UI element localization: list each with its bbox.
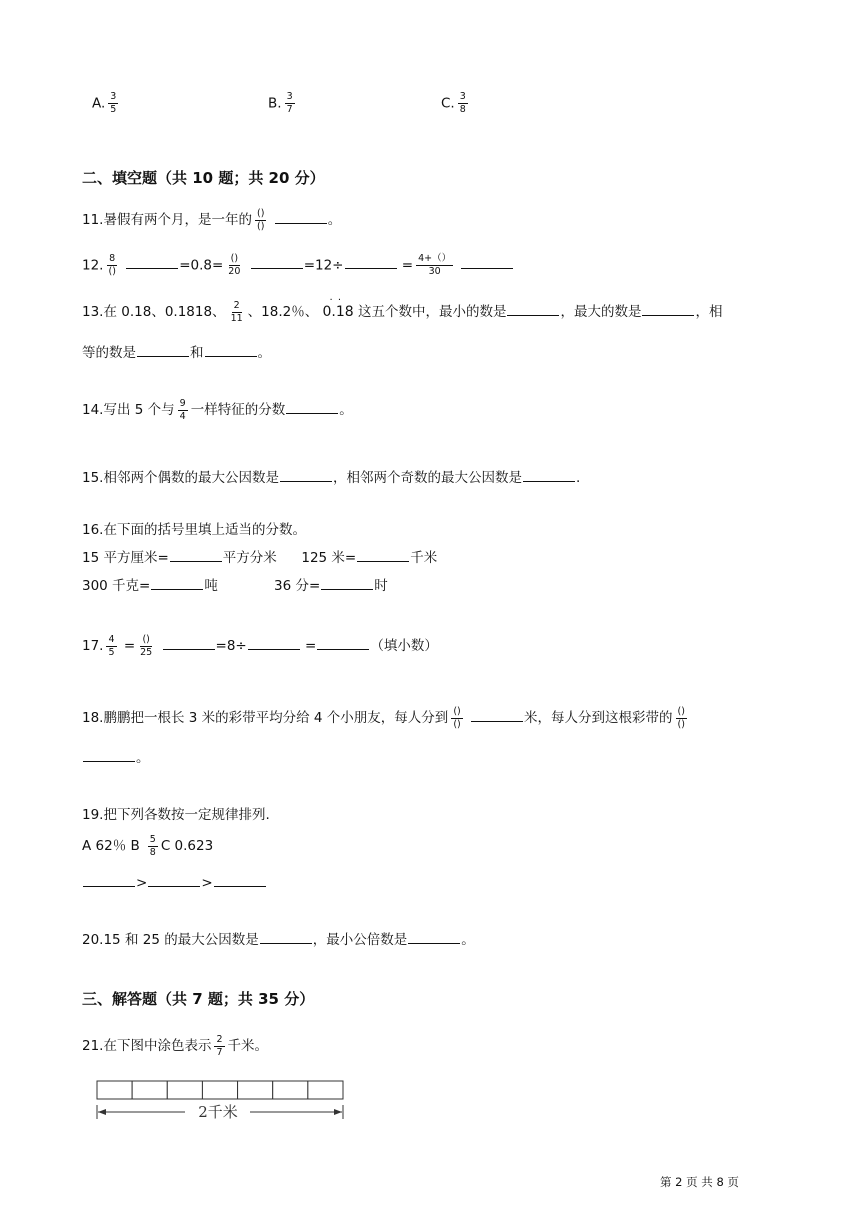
question-20: 20.15 和 25 的最大公因数是 ，最小公倍数是 。 bbox=[82, 932, 475, 948]
bar-segment[interactable] bbox=[167, 1081, 202, 1099]
question-13-line-1: 13.在 0.18、0.1818、 $\frac{2}{11}$ 、18.2％、 · · 0.18 这五个数中，最小的数是 ，最大的数是 ，相 bbox=[82, 300, 722, 323]
answer-blank[interactable] bbox=[471, 709, 523, 722]
question-14: 14.写出 5 个与 $\frac{9}{4}$ 一样特征的分数 。 bbox=[82, 397, 353, 422]
question-17: 17. $\frac{4}{5}$ = $\frac{()}{25}$ =8÷ = （填小数） bbox=[82, 633, 438, 658]
answer-blank[interactable] bbox=[345, 256, 397, 269]
answer-blank[interactable] bbox=[461, 256, 513, 269]
option-a: A. $\frac{3}{5}$ bbox=[92, 91, 117, 115]
question-15: 15.相邻两个偶数的最大公因数是 ，相邻两个奇数的最大公因数是 . bbox=[82, 470, 581, 486]
answer-blank[interactable] bbox=[148, 874, 200, 887]
answer-blank[interactable] bbox=[83, 874, 135, 887]
repeating-decimal: · · 0.18 bbox=[323, 304, 354, 320]
question-18-line-2: 。 bbox=[82, 746, 150, 766]
answer-blank[interactable] bbox=[317, 637, 369, 650]
question-12: 12. $\frac{8}{()}$ =0.8= $\frac{()}{20}$ =12÷ = $\frac{4+()}{30}$ bbox=[82, 254, 514, 277]
bar-segment[interactable] bbox=[97, 1081, 132, 1099]
fraction: $\frac{2}{11}$ bbox=[230, 299, 243, 324]
fraction: $\frac{4}{5}$ bbox=[108, 633, 115, 658]
answer-blank[interactable] bbox=[642, 303, 694, 316]
page-number: 第 2 页 共 8 页 bbox=[660, 1175, 739, 1189]
question-19-title: 19.把下列各数按一定规律排列. bbox=[82, 807, 270, 823]
answer-blank[interactable] bbox=[280, 469, 332, 482]
segment-bar-figure bbox=[90, 1075, 352, 1125]
bar-segment[interactable] bbox=[238, 1081, 273, 1099]
question-16-line-1: 15 平方厘米= 平方分米 125 米= 千米 bbox=[82, 550, 438, 566]
fraction: $\frac{()}{25}$ bbox=[140, 633, 153, 658]
fraction: $\frac{9}{4}$ bbox=[179, 397, 186, 422]
answer-blank[interactable] bbox=[151, 577, 203, 590]
fraction: $\frac{()}{()}$ bbox=[677, 705, 685, 730]
question-18-line-1: 18.鹏鹏把一根长 3 米的彩带平均分给 4 个小朋友，每人分到 $\frac{()}{()}$ 米，每人分到这根彩带的 $\frac{()}{()}$ bbox=[82, 705, 685, 730]
answer-blank[interactable] bbox=[260, 931, 312, 944]
answer-blank[interactable] bbox=[321, 577, 373, 590]
question-13-line-2: 等的数是 和 。 bbox=[82, 345, 271, 361]
answer-blank[interactable] bbox=[357, 549, 409, 562]
answer-blank[interactable] bbox=[163, 637, 215, 650]
fraction: $\frac{5}{8}$ bbox=[149, 833, 156, 858]
question-11: 11.暑假有两个月，是一年的 $\frac{()}{()}$ 。 bbox=[82, 207, 342, 232]
fraction: $\frac{3}{7}$ bbox=[286, 91, 293, 115]
fraction: $\frac{8}{()}$ bbox=[108, 253, 116, 277]
bar-segment[interactable] bbox=[308, 1081, 343, 1099]
bar-segment[interactable] bbox=[202, 1081, 237, 1099]
fraction: $\frac{3}{8}$ bbox=[459, 91, 466, 115]
answer-blank[interactable] bbox=[251, 256, 303, 269]
answer-blank[interactable] bbox=[275, 211, 327, 224]
answer-blank[interactable] bbox=[126, 256, 178, 269]
question-21: 21.在下图中涂色表示 $\frac{2}{7}$ 千米。 bbox=[82, 1033, 269, 1058]
bar-segment[interactable] bbox=[132, 1081, 167, 1099]
fraction: $\frac{4+()}{30}$ bbox=[418, 253, 452, 277]
fraction: $\frac{()}{()}$ bbox=[256, 207, 265, 232]
answer-blank[interactable] bbox=[523, 469, 575, 482]
section-heading-answer: 三、解答题（共 7 题；共 35 分） bbox=[82, 990, 315, 1008]
question-16-line-2: 300 千克= 吨 bbox=[82, 578, 218, 594]
answer-blank[interactable] bbox=[83, 749, 135, 762]
answer-blank[interactable] bbox=[214, 874, 266, 887]
answer-blank[interactable] bbox=[205, 344, 257, 357]
answer-blank[interactable] bbox=[507, 303, 559, 316]
question-16-title: 16.在下面的括号里填上适当的分数。 bbox=[82, 522, 306, 538]
bar-segments[interactable] bbox=[97, 1081, 343, 1099]
answer-blank[interactable] bbox=[286, 401, 338, 414]
option-c: C. $\frac{3}{8}$ bbox=[441, 91, 466, 115]
bar-segment[interactable] bbox=[273, 1081, 308, 1099]
answer-blank[interactable] bbox=[408, 931, 460, 944]
option-b: B. $\frac{3}{7}$ bbox=[268, 91, 293, 115]
fraction: $\frac{()}{()}$ bbox=[453, 705, 461, 730]
bar-length-label: 2千米 bbox=[198, 1103, 238, 1121]
answer-blank[interactable] bbox=[170, 549, 222, 562]
question-19-answer-line: > > bbox=[82, 874, 267, 891]
fraction: $\frac{3}{5}$ bbox=[110, 91, 117, 115]
section-heading-fill-blank: 二、填空题（共 10 题；共 20 分） bbox=[82, 169, 325, 187]
answer-blank[interactable] bbox=[137, 344, 189, 357]
question-16-line-2b: 36 分= 时 bbox=[274, 578, 388, 594]
answer-blank[interactable] bbox=[248, 637, 300, 650]
question-19-items: A 62％ B $\frac{5}{8}$ C 0.623 bbox=[82, 833, 214, 858]
fraction: $\frac{2}{7}$ bbox=[216, 1033, 223, 1058]
fraction: $\frac{()}{20}$ bbox=[228, 253, 241, 277]
